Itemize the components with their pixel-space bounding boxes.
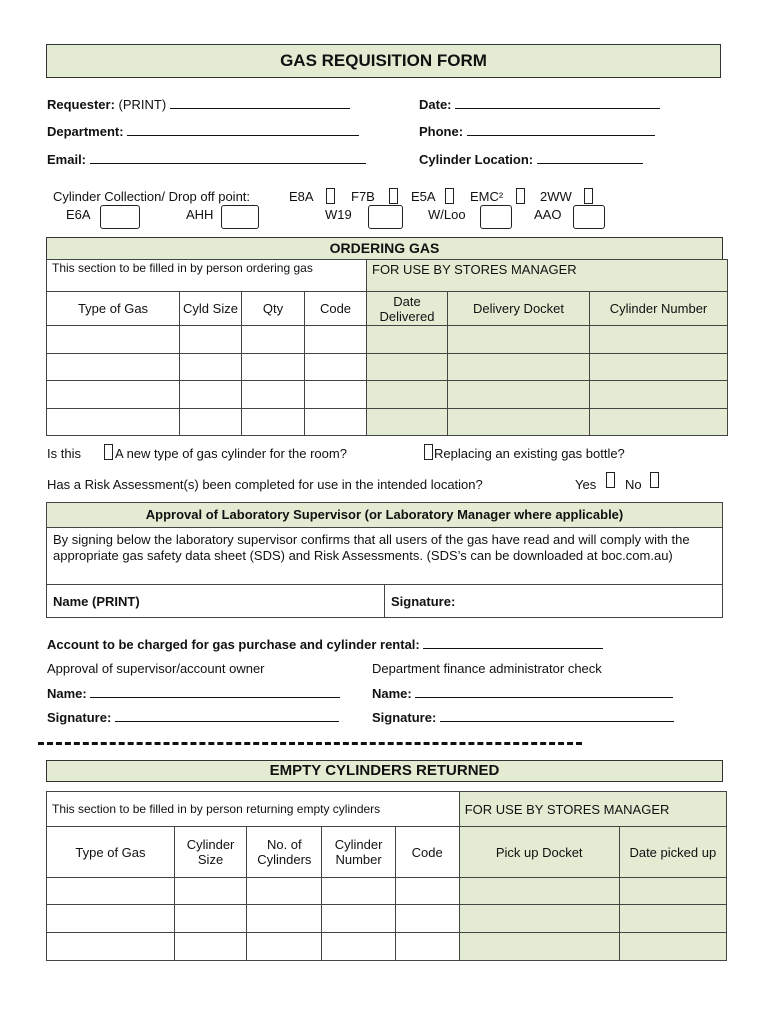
table-cell[interactable]	[47, 905, 175, 933]
finance-name-row	[372, 685, 673, 701]
email-label: Email:	[47, 152, 87, 167]
date-input-line[interactable]	[455, 96, 660, 109]
table-cell[interactable]	[305, 409, 367, 436]
collection-label: Cylinder Collection/ Drop off point:	[53, 189, 251, 204]
cylinder-location-label: Cylinder Location:	[419, 152, 534, 167]
table-cell[interactable]	[367, 409, 448, 436]
account-charge-label: Account to be charged for gas purchase and cylinder rental:	[47, 637, 420, 652]
requester-row	[47, 96, 350, 112]
phone-row	[419, 123, 655, 139]
supervisor-approval-label: Approval of supervisor/account owner	[47, 661, 265, 676]
approval-name-field[interactable]	[47, 585, 385, 618]
table-cell[interactable]	[242, 381, 305, 409]
header-delivery-docket: Delivery Docket	[448, 292, 590, 326]
approval-banner: Approval of Laboratory Supervisor (or Laboratory Manager where applicable)	[47, 503, 722, 528]
table-cell[interactable]	[322, 933, 395, 961]
table-cell[interactable]	[322, 878, 395, 905]
table-cell[interactable]	[242, 326, 305, 354]
finance-check-label: Department finance administrator check	[372, 661, 602, 676]
point-wloo-checkbox[interactable]	[480, 205, 512, 229]
department-label: Department:	[47, 124, 124, 139]
returned-section-note: This section to be filled in by person returning empty cylinders	[47, 792, 460, 827]
point-e6a-checkbox[interactable]	[100, 205, 140, 229]
table-row	[47, 381, 728, 409]
header-code: Code	[305, 292, 367, 326]
returned-stores-note: FOR USE BY STORES MANAGER	[459, 792, 726, 827]
approval-box	[46, 502, 723, 618]
cylinder-location-input-line[interactable]	[537, 151, 643, 164]
header-type-of-gas: Type of Gas	[47, 827, 175, 878]
finance-signature-label: Signature:	[372, 710, 437, 725]
requester-label: Requester:	[47, 97, 115, 112]
table-cell[interactable]	[242, 409, 305, 436]
cut-line-divider	[38, 742, 582, 745]
form-title: GAS REQUISITION FORM	[46, 44, 721, 78]
risk-yes-label: Yes	[575, 477, 597, 492]
ordering-section-note: This section to be filled in by person ordering gas	[47, 260, 367, 292]
point-2ww-checkbox[interactable]	[584, 188, 593, 204]
table-cell[interactable]	[305, 326, 367, 354]
phone-input-line[interactable]	[467, 123, 655, 136]
table-cell[interactable]	[47, 354, 180, 381]
new-type-checkbox[interactable]	[104, 444, 113, 460]
risk-no-checkbox[interactable]	[650, 472, 659, 488]
ordering-banner: ORDERING GAS	[46, 237, 723, 260]
account-row	[47, 636, 603, 652]
point-e8a-label: E8A	[289, 189, 314, 204]
point-f7b-checkbox[interactable]	[389, 188, 398, 204]
table-cell[interactable]	[590, 326, 728, 354]
table-cell[interactable]	[47, 878, 175, 905]
table-cell[interactable]	[247, 905, 322, 933]
table-cell[interactable]	[395, 905, 459, 933]
header-cylinder-number: Cylinder Number	[322, 827, 395, 878]
header-code: Code	[395, 827, 459, 878]
finance-signature-row	[372, 709, 674, 725]
requester-input-line[interactable]	[170, 96, 350, 109]
table-cell[interactable]	[174, 878, 246, 905]
table-cell[interactable]	[322, 905, 395, 933]
requester-hint: (PRINT)	[118, 97, 167, 112]
point-w19-checkbox[interactable]	[368, 205, 403, 229]
table-row	[47, 905, 727, 933]
point-f7b-label: F7B	[351, 189, 375, 204]
header-type-of-gas: Type of Gas	[47, 292, 180, 326]
point-emc-label: EMC²	[470, 189, 504, 204]
risk-no-label: No	[625, 477, 642, 492]
table-cell[interactable]	[448, 354, 590, 381]
finance-name-input-line[interactable]	[415, 685, 673, 698]
approval-sign-row	[47, 585, 722, 618]
approval-text: By signing below the laboratory supervisor confirms that all users of the gas have read and will comply with the appropriate gas safety data sheet (SDS) and Risk Assessments. (SDS’s can be downloaded at boc.com.au)	[47, 528, 722, 585]
table-cell[interactable]	[305, 354, 367, 381]
point-ahh-checkbox[interactable]	[221, 205, 259, 229]
account-input-line[interactable]	[423, 636, 603, 649]
approval-name-label: Name (PRINT)	[53, 594, 140, 609]
table-cell[interactable]	[395, 878, 459, 905]
replacing-checkbox[interactable]	[424, 444, 433, 460]
table-cell[interactable]	[367, 381, 448, 409]
table-cell[interactable]	[619, 878, 726, 905]
header-no-of-cylinders: No. of Cylinders	[247, 827, 322, 878]
table-cell[interactable]	[47, 381, 180, 409]
email-input-line[interactable]	[90, 151, 366, 164]
header-qty: Qty	[242, 292, 305, 326]
table-cell[interactable]	[247, 878, 322, 905]
risk-question: Has a Risk Assessment(s) been completed for use in the intended location?	[47, 477, 483, 492]
header-date-delivered: Date Delivered	[367, 292, 448, 326]
returned-banner: EMPTY CYLINDERS RETURNED	[46, 760, 723, 782]
point-e5a-label: E5A	[411, 189, 436, 204]
phone-label: Phone:	[419, 124, 464, 139]
ordering-stores-note: FOR USE BY STORES MANAGER	[367, 260, 728, 292]
point-emc-checkbox[interactable]	[516, 188, 525, 204]
table-cell[interactable]	[448, 381, 590, 409]
table-cell[interactable]	[590, 354, 728, 381]
supervisor-signature-row	[47, 709, 339, 725]
point-aao-label: AAO	[534, 207, 562, 222]
table-cell[interactable]	[590, 409, 728, 436]
point-e6a-label: E6A	[66, 207, 91, 222]
header-date-picked-up: Date picked up	[619, 827, 726, 878]
email-row	[47, 151, 366, 167]
table-cell[interactable]	[47, 409, 180, 436]
table-cell[interactable]	[448, 326, 590, 354]
header-cylinder-size: Cylinder Size	[174, 827, 246, 878]
header-cyld-size: Cyld Size	[180, 292, 242, 326]
table-cell[interactable]	[180, 354, 242, 381]
supervisor-name-label: Name:	[47, 686, 87, 701]
point-ahh-label: AHH	[186, 207, 214, 222]
date-label: Date:	[419, 97, 452, 112]
department-row	[47, 123, 359, 139]
approval-signature-field[interactable]	[385, 585, 722, 618]
table-cell[interactable]	[305, 381, 367, 409]
new-type-label: A new type of gas cylinder for the room?	[115, 446, 347, 461]
table-cell[interactable]	[174, 933, 246, 961]
returned-table	[46, 791, 727, 961]
table-cell[interactable]	[242, 354, 305, 381]
table-cell[interactable]	[47, 326, 180, 354]
table-cell[interactable]	[459, 933, 619, 961]
approval-signature-label: Signature:	[391, 594, 456, 609]
table-cell[interactable]	[47, 933, 175, 961]
table-cell[interactable]	[619, 933, 726, 961]
supervisor-signature-label: Signature:	[47, 710, 112, 725]
supervisor-name-input-line[interactable]	[90, 685, 340, 698]
table-cell[interactable]	[619, 905, 726, 933]
table-cell[interactable]	[180, 381, 242, 409]
point-aao-checkbox[interactable]	[573, 205, 605, 229]
replacing-label: Replacing an existing gas bottle?	[434, 446, 625, 461]
table-row	[47, 878, 727, 905]
is-this-label: Is this	[47, 446, 81, 461]
point-w19-label: W19	[325, 207, 352, 222]
table-cell[interactable]	[367, 354, 448, 381]
table-row	[47, 326, 728, 354]
table-row	[47, 354, 728, 381]
point-e5a-checkbox[interactable]	[445, 188, 454, 204]
date-row	[419, 96, 660, 112]
finance-name-label: Name:	[372, 686, 412, 701]
table-cell[interactable]	[180, 326, 242, 354]
header-cylinder-number: Cylinder Number	[590, 292, 728, 326]
finance-signature-input-line[interactable]	[440, 709, 674, 722]
table-cell[interactable]	[174, 905, 246, 933]
table-row	[47, 409, 728, 436]
risk-yes-checkbox[interactable]	[606, 472, 615, 488]
supervisor-signature-input-line[interactable]	[115, 709, 339, 722]
table-cell[interactable]	[590, 381, 728, 409]
table-cell[interactable]	[395, 933, 459, 961]
table-cell[interactable]	[367, 326, 448, 354]
point-wloo-label: W/Loo	[428, 207, 466, 222]
header-pick-up-docket: Pick up Docket	[459, 827, 619, 878]
department-input-line[interactable]	[127, 123, 359, 136]
ordering-table	[46, 259, 728, 436]
table-cell[interactable]	[459, 878, 619, 905]
table-cell[interactable]	[247, 933, 322, 961]
table-cell[interactable]	[180, 409, 242, 436]
supervisor-name-row	[47, 685, 340, 701]
point-e8a-checkbox[interactable]	[326, 188, 335, 204]
point-2ww-label: 2WW	[540, 189, 572, 204]
table-cell[interactable]	[459, 905, 619, 933]
cylinder-location-row	[419, 151, 643, 167]
table-cell[interactable]	[448, 409, 590, 436]
table-row	[47, 933, 727, 961]
